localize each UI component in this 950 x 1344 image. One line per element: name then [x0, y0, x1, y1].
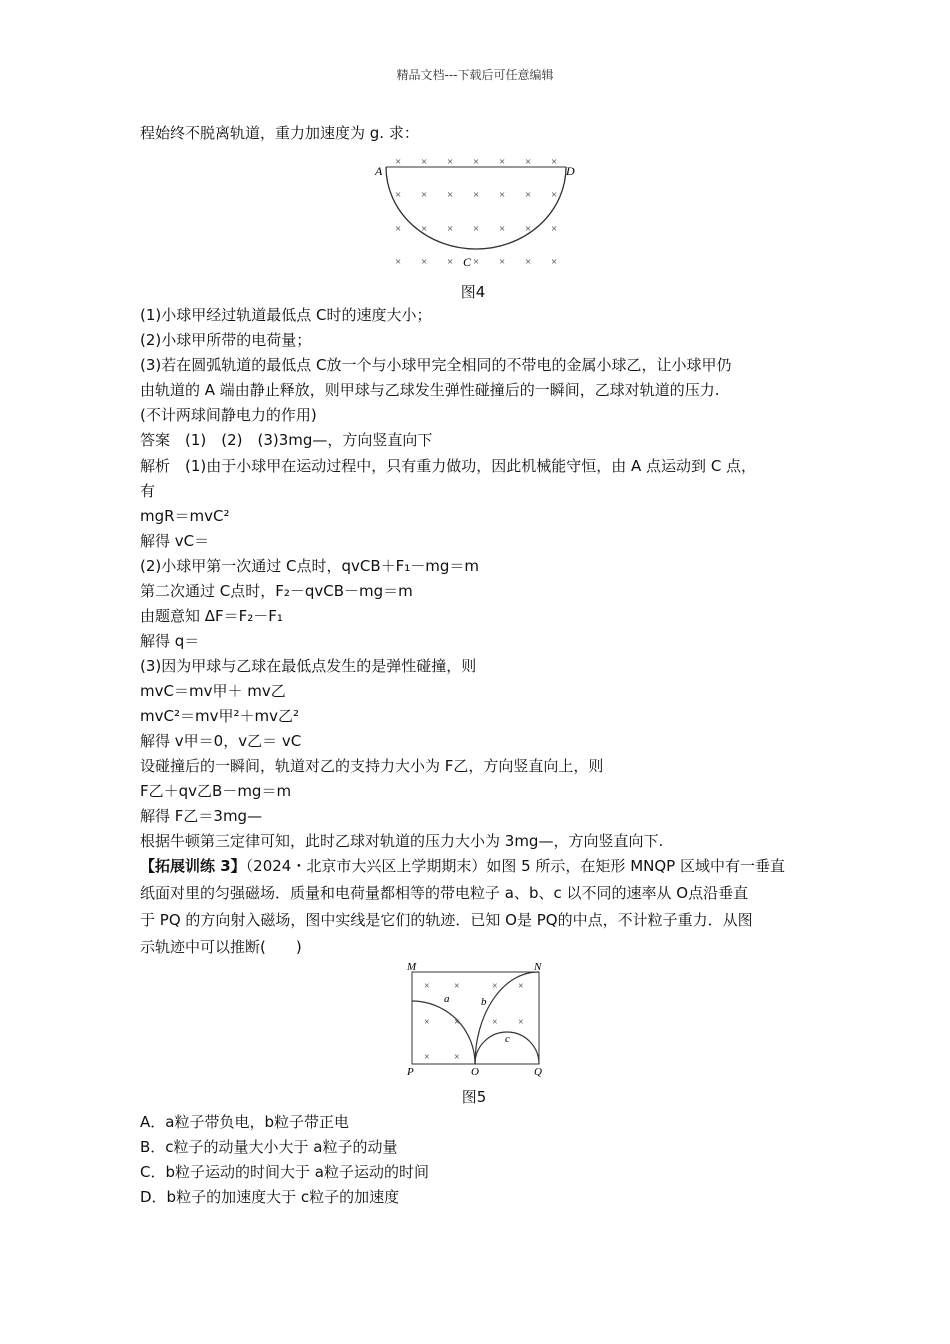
figure-4-diagram [370, 148, 580, 270]
field-mark: × [421, 156, 428, 168]
field-mark: × [473, 156, 480, 168]
analysis-line: mvC＝mv甲＋ mv乙 [140, 682, 286, 700]
exercise-line-2: 于 PQ 的方向射入磁场，图中实线是它们的轨迹．已知 O是 PQ的中点，不计粒子重力．从图 [140, 911, 753, 929]
fig4-label-C: C [463, 255, 472, 269]
field-mark: × [395, 156, 402, 168]
field-mark: × [525, 189, 532, 201]
field-mark: × [395, 223, 402, 235]
field-mark: × [551, 189, 558, 201]
analysis-line: 解得 v甲＝0，v乙＝ vC [140, 732, 302, 750]
analysis-line: 解得 vC＝ [140, 532, 210, 550]
analysis-line: 根据牛顿第三定律可知，此时乙球对轨道的压力大小为 3mg—，方向竖直向下. [140, 832, 664, 850]
field-mark: × [518, 981, 524, 992]
page-header: 精品文档---下载后可任意编辑 [396, 68, 554, 82]
field-mark: × [499, 156, 506, 168]
field-mark: × [395, 256, 402, 268]
analysis-line: (2)小球甲第一次通过 C点时，qvCB＋F₁－mg＝m [140, 557, 480, 575]
fig4-label-D: D [566, 164, 575, 178]
field-mark: × [499, 256, 506, 268]
question-line: (3)若在圆弧轨道的最低点 C放一个与小球甲完全相同的不带电的金属小球乙，让小球甲仍 [140, 356, 732, 374]
field-mark: × [473, 223, 480, 235]
analysis-line: F乙＋qv乙B－mg＝m [140, 782, 292, 800]
answer-line: 答案 (1) (2) (3)3mg—，方向竖直向下 [140, 431, 433, 449]
field-mark: × [525, 156, 532, 168]
fig5-label-Q: Q [534, 1066, 542, 1078]
analysis-line: mgR＝mvC² [140, 507, 230, 525]
field-mark: × [424, 981, 430, 992]
field-mark: × [525, 256, 532, 268]
field-mark: × [447, 256, 454, 268]
exercise-tag: 【拓展训练 3】 [140, 857, 246, 875]
analysis-line: mvC²＝mv甲²＋mv乙² [140, 707, 299, 725]
field-mark: × [454, 981, 460, 992]
fig5-label-M: M [407, 961, 417, 973]
analysis-line: 第二次通过 C点时，F₂－qvCB－mg＝m [140, 582, 413, 600]
field-mark: × [499, 223, 506, 235]
fig5-label-a: a [444, 993, 450, 1005]
field-mark: × [454, 1052, 460, 1063]
field-mark: × [551, 156, 558, 168]
exercise-first-line [140, 856, 785, 876]
field-mark: × [525, 223, 532, 235]
answer-option[interactable]: B．c粒子的动量大小大于 a粒子的动量 [140, 1138, 398, 1156]
answer-option[interactable]: A．a粒子带负电，b粒子带正电 [140, 1113, 349, 1131]
field-mark: × [447, 223, 454, 235]
field-mark: × [492, 1017, 498, 1028]
answer-option[interactable]: C．b粒子运动的时间大于 a粒子运动的时间 [140, 1163, 429, 1181]
analysis-line: 解析 (1)由于小球甲在运动过程中，只有重力做功，因此机械能守恒，由 A 点运动到 C 点， [140, 457, 757, 475]
answer-option[interactable]: D．b粒子的加速度大于 c粒子的加速度 [140, 1188, 400, 1206]
field-mark: × [499, 189, 506, 201]
field-mark: × [447, 156, 454, 168]
fig5-label-P: P [407, 1066, 414, 1078]
fig5-label-N: N [534, 961, 542, 973]
analysis-line: 解得 q＝ [140, 632, 200, 650]
exercise-line-0: （2024・北京市大兴区上学期期末）如图 5 所示，在矩形 MNQP 区域中有一垂直 [245, 857, 785, 875]
figure-4-caption: 图4 [460, 283, 486, 301]
field-mark: × [551, 223, 558, 235]
field-mark: × [473, 256, 480, 268]
analysis-line: 有 [140, 482, 156, 500]
field-mark: × [447, 189, 454, 201]
question-line: (2)小球甲所带的电荷量； [140, 331, 312, 349]
field-mark: × [551, 256, 558, 268]
intro-text: 程始终不脱离轨道，重力加速度为 g. 求： [140, 124, 419, 142]
field-mark: × [454, 1017, 460, 1028]
exercise-line-1: 纸面对里的匀强磁场．质量和电荷量都相等的带电粒子 a、b、c 以不同的速率从 O点沿垂直 [140, 884, 749, 902]
field-mark: × [421, 256, 428, 268]
field-mark: × [492, 981, 498, 992]
fig5-label-O: O [471, 1066, 479, 1078]
fig4-label-A: A [375, 164, 383, 178]
field-mark: × [473, 189, 480, 201]
figure-5-caption: 图5 [461, 1088, 487, 1106]
analysis-line: 设碰撞后的一瞬间，轨道对乙的支持力大小为 F乙，方向竖直向上，则 [140, 757, 604, 775]
question-line: (不计两球间静电力的作用) [140, 406, 317, 424]
question-line: (1)小球甲经过轨道最低点 C时的速度大小； [140, 306, 432, 324]
field-mark: × [424, 1052, 430, 1063]
fig5-label-b: b [481, 996, 487, 1008]
analysis-line: 由题意知 ΔF＝F₂－F₁ [140, 607, 283, 625]
fig5-label-c: c [505, 1033, 510, 1045]
field-mark: × [424, 1017, 430, 1028]
figure-5-diagram [402, 958, 552, 1078]
field-mark: × [518, 1017, 524, 1028]
exercise-line-3: 示轨迹中可以推断( ) [140, 938, 302, 956]
field-mark: × [395, 189, 402, 201]
analysis-line: (3)因为甲球与乙球在最低点发生的是弹性碰撞，则 [140, 657, 477, 675]
question-line: 由轨道的 A 端由静止释放，则甲球与乙球发生弹性碰撞后的一瞬间，乙球对轨道的压力. [140, 381, 720, 399]
field-mark: × [421, 189, 428, 201]
field-mark: × [421, 223, 428, 235]
analysis-line: 解得 F乙＝3mg— [140, 807, 263, 825]
